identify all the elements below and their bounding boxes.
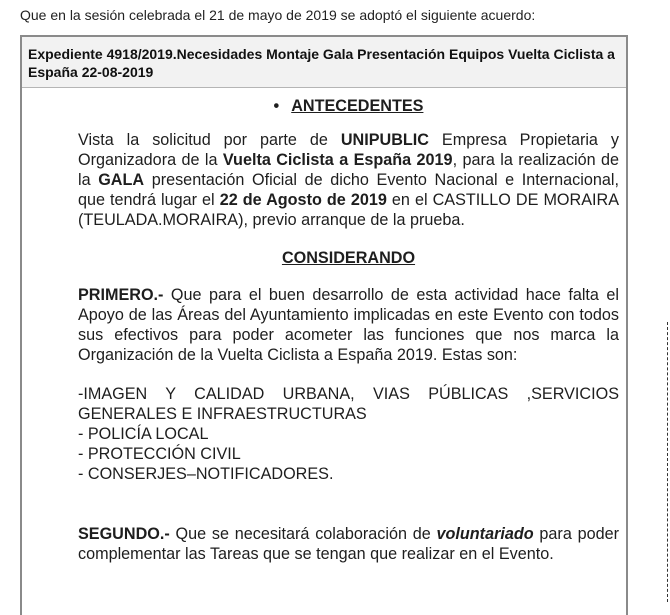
company-name: UNIPUBLIC <box>340 131 429 149</box>
primero-label: PRIMERO.- <box>78 286 164 304</box>
primero-paragraph <box>78 285 619 365</box>
segundo-paragraph <box>78 524 619 564</box>
text-run: Vista la solicitud por parte de <box>78 131 341 149</box>
areas-list <box>78 384 619 484</box>
segundo-text-after: para poder complementar las Tareas que se tengan que realizar en el Evento. <box>78 525 619 563</box>
text-run: presentación Oficial de dicho Evento Nacional e Internacional, que tendrá lugar el <box>78 171 619 209</box>
considerando-heading <box>78 248 619 268</box>
text-run: Empresa Propietaria y Organizadora de la <box>78 131 619 169</box>
text-run: en el CASTILLO DE MORAIRA (TEULADA.MORAIRA), previo arranque de la prueba. <box>78 191 619 229</box>
text-run: , para la realización de la <box>78 151 619 189</box>
expediente-header <box>22 37 626 88</box>
segundo-text-before: Que se necesitará colaboración de <box>169 525 437 543</box>
list-item: - PROTECCIÓN CIVIL <box>78 445 241 463</box>
considerando-title: CONSIDERANDO <box>281 249 416 267</box>
voluntariado-emphasis: voluntariado <box>436 525 534 543</box>
agreement-box <box>20 35 628 615</box>
antecedentes-title: ANTECEDENTES <box>291 97 424 115</box>
antecedentes-paragraph <box>78 130 619 230</box>
page-edge-dashed-line <box>667 322 668 602</box>
segundo-label: SEGUNDO.- <box>78 525 170 543</box>
bullet-icon: • <box>273 97 280 115</box>
expediente-title: Expediente 4918/2019.Necesidades Montaje Gala Presentación Equipos Vuelta Ciclista a España 22-08-2019 <box>28 46 615 80</box>
primero-text: Que para el buen desarrollo de esta actividad hace falta el Apoyo de las Áreas del Ayuntamiento implicadas en este Evento con todos sus efectivos para poder acometer las funciones que nos marca la Organización de la Vuelta Ciclista a España 2019. Estas son: <box>78 286 619 364</box>
event-date: 22 de Agosto de 2019 <box>219 191 387 209</box>
gala-label: GALA <box>98 171 145 189</box>
list-item: - CONSERJES–NOTIFICADORES. <box>78 465 334 483</box>
session-intro-text: Que en la sesión celebrada el 21 de mayo de 2019 se adoptó el siguiente acuerdo: <box>20 7 536 23</box>
event-name: Vuelta Ciclista a España 2019 <box>222 151 453 169</box>
list-item: -IMAGEN Y CALIDAD URBANA, VIAS PÚBLICAS ,SERVICIOS GENERALES E INFRAESTRUCTURAS <box>78 385 619 423</box>
agreement-content <box>22 96 626 564</box>
antecedentes-heading <box>78 96 619 116</box>
list-item: - POLICÍA LOCAL <box>78 425 209 443</box>
